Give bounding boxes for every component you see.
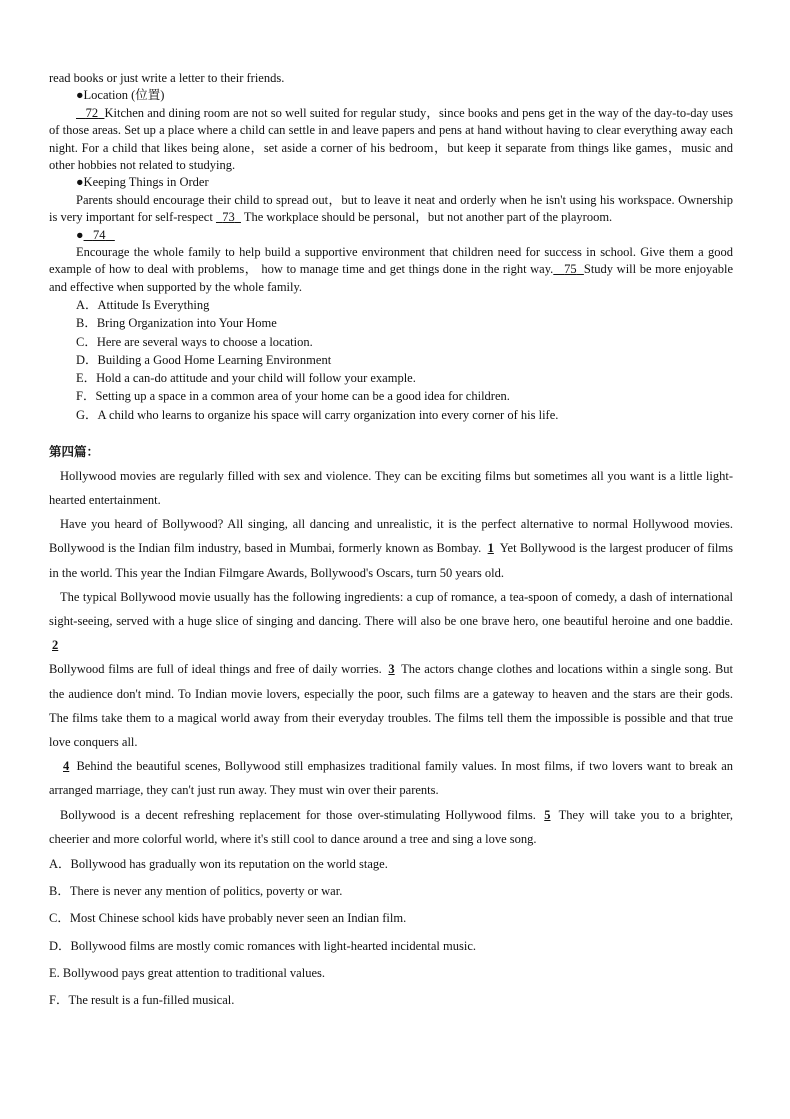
paragraph-2 xyxy=(49,512,733,585)
option-b: B．Bring Organization into Your Home xyxy=(76,316,277,331)
blank-1: 1 xyxy=(487,541,494,556)
options-list-part4 xyxy=(49,851,733,1014)
paragraph-1: Hollywood movies are regularly filled with sex and violence. They can be exciting films but sometimes all you want is a little light-hearted entertainment. xyxy=(49,468,733,507)
blank-72-number: 72 xyxy=(85,105,99,120)
option-b: B．There is never any mention of politics, poverty or war. xyxy=(49,884,343,899)
paragraph-5 xyxy=(49,754,733,802)
option-a: A．Attitude Is Everything xyxy=(76,298,210,313)
option-c: C．Most Chinese school kids have probably never seen an Indian film. xyxy=(49,911,407,926)
paragraph-3 xyxy=(49,585,733,658)
blank-73-number: 73 xyxy=(222,210,235,225)
option-f: F．Setting up a space in a common area of your home can be a good idea for children. xyxy=(76,389,510,404)
option-e: E．Hold a can-do attitude and your child will follow your example. xyxy=(76,371,416,386)
passage-bollywood xyxy=(49,464,733,851)
heading-74 xyxy=(49,227,733,244)
blank-74 xyxy=(84,228,115,242)
blank-75 xyxy=(553,262,584,276)
paragraph-location xyxy=(49,105,733,175)
paragraph-family-text-a: Encourage the whole family to help build a supportive environment that children need for success in school. Give them a good example of how to deal with problems， how to manage time and get things done in the right way. xyxy=(49,245,733,277)
intro-tail: read books or just write a letter to their friends. xyxy=(49,71,285,85)
heading-location: ●Location (位置) xyxy=(76,88,165,103)
section-title: 第四篇： xyxy=(49,443,100,459)
paragraph-5-text: Behind the beautiful scenes, Bollywood still emphasizes traditional family values. In most films, if two lovers want to break an arranged marriage, they can't just run away. They must win over their parents. xyxy=(49,759,734,798)
paragraph-6-text-a: Bollywood is a decent refreshing replacement for those over-stimulating Hollywood films. xyxy=(60,807,536,822)
blank-2: 2 xyxy=(52,638,59,653)
option-d: D．Building a Good Home Learning Environment xyxy=(76,352,332,367)
paragraph-order-text-a: Parents should encourage their child to spread out，but to leave it neat and orderly when he isn't using his workspace. Ownership is very important for self-respect xyxy=(49,192,733,225)
paragraph-4-text-a: Bollywood films are full of ideal things and free of daily worries. xyxy=(49,662,382,677)
passage-study-space xyxy=(49,70,733,296)
blank-74-number: 74 xyxy=(92,227,106,242)
option-e: E. Bollywood pays great attention to traditional values. xyxy=(49,965,325,980)
paragraph-location-text: Kitchen and dining room are not so well suited for regular study，since books and pens get in the way of the day-to-day uses of those areas. Set up a place where a child can settle in and leave papers and pens at hand without having to clear everything away each night. For a child that likes being alone，set aside a corner of his bedroom，but keep it separate from things like games，music and other hobbies not related to studying. xyxy=(49,105,734,173)
paragraph-4 xyxy=(49,657,733,754)
option-g: G．A child who learns to organize his space will carry organization into every corner of his life. xyxy=(76,407,559,422)
blank-5: 5 xyxy=(544,807,551,822)
paragraph-3-text: The typical Bollywood movie usually has the following ingredients: a cup of romance, a tea-spoon of comedy, a dash of international sight-seeing, served with a huge slice of singing and dancing. There will also be one brave hero, one beautiful heroine and one baddie. xyxy=(49,589,733,628)
paragraph-6-text-b: They will take you to a brighter, cheerier and more colorful world, where it's still cool to dance around a tree and sing a love song. xyxy=(49,807,733,846)
options-list-part1 xyxy=(49,296,733,423)
blank-73 xyxy=(216,210,241,224)
paragraph-family-text-b: Study will be more enjoyable and effective when supported by the whole family. xyxy=(49,262,734,294)
option-d: D．Bollywood films are mostly comic romances with light-hearted incidental music. xyxy=(49,938,476,953)
document-page xyxy=(49,70,733,1014)
paragraph-order-text-b: The workplace should be personal，but not another part of the playroom. xyxy=(243,210,613,225)
blank-4: 4 xyxy=(63,759,70,774)
option-c: C．Here are several ways to choose a location. xyxy=(76,334,313,349)
paragraph-2-text-a: Have you heard of Bollywood? All singing, all dancing and unrealistic, it is the perfect alternative to normal Hollywood movies. Bollywood is the Indian film industry, based in Mumbai, formerly known as Bombay. xyxy=(49,517,733,556)
blank-72 xyxy=(76,106,104,120)
paragraph-2-text-b: Yet Bollywood is the largest producer of films in the world. This year the Indian Filmgare Awards, Bollywood's Oscars, turn 50 years old. xyxy=(49,541,733,580)
paragraph-family xyxy=(49,244,733,296)
blank-75-number: 75 xyxy=(564,262,577,277)
blank-3: 3 xyxy=(388,662,395,677)
paragraph-6 xyxy=(49,803,733,851)
bullet-icon: ● xyxy=(76,227,84,242)
paragraph-order xyxy=(49,192,733,227)
heading-order: ●Keeping Things in Order xyxy=(76,175,209,190)
option-a: A．Bollywood has gradually won its reputation on the world stage. xyxy=(49,856,388,871)
option-f: F．The result is a fun-filled musical. xyxy=(49,992,235,1007)
paragraph-4-text-b: The actors change clothes and locations within a single song. But the audience don't mind. To Indian movie lovers, especially the poor, such films are a gateway to heaven and the stars are their gods. The films take them to a magical world away from their everyday troubles. The films tell them the impossible is possible and that true love conquers all. xyxy=(49,662,734,749)
